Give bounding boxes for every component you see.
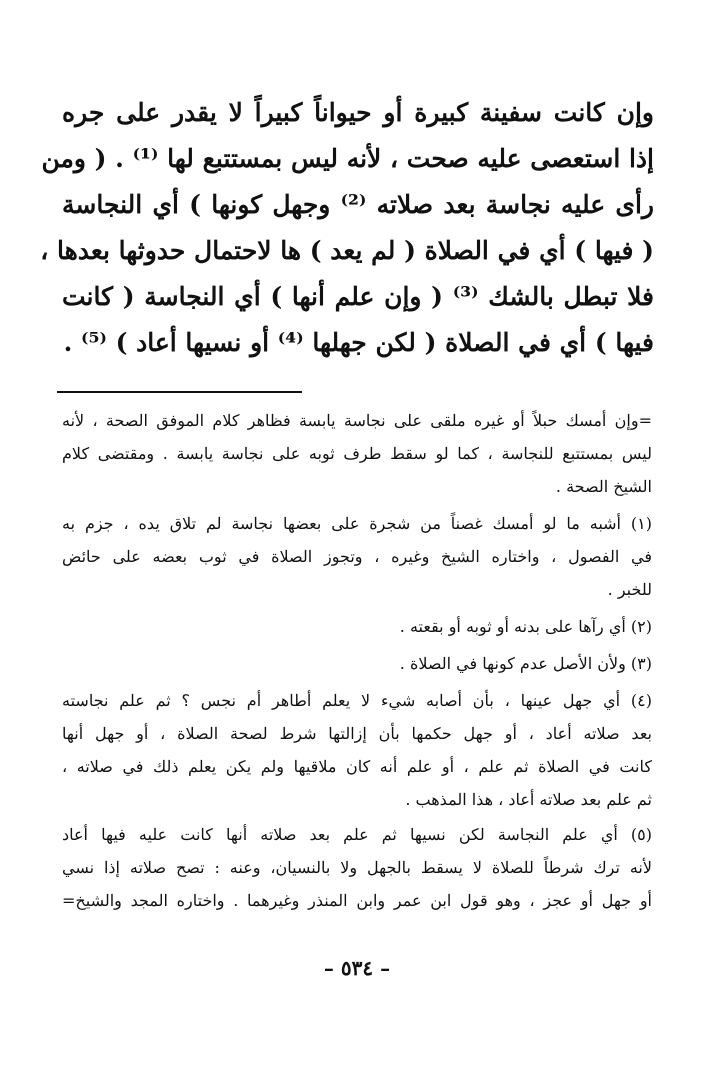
footnotes [62,404,652,917]
footnote-continuation [62,404,652,503]
footnote-separator [57,391,302,393]
footnote-line: ثم علم بعد صلاته أعاد ، هذا المذهب . [405,790,652,809]
footnote-line: كانت في الصلاة ثم علم ، أو علم أنه كان ملاقيها ولم يكن يعلم ذلك في صلاته ، [62,757,652,776]
page-number: – ٥٣٤ – [323,956,391,980]
footnote-line: أو جهل أو عجز ، وهو قول ابن عمر وابن المنذر وغيرهما . واختاره المجد والشيخ= [62,891,652,910]
footnote-5 [62,818,652,917]
footnote-line: لأنه ترك شرطاً للصلاة لا يسقط بالجهل ولا بالنسيان، وعنه : تصح صلاته إذا نسي [62,858,652,877]
footnote-line: الشيخ الصحة . [555,477,652,496]
main-text-line: فلا تبطل بالشك ⁽³⁾ ( وإن علم أنها ) أي النجاسة ( كانت [62,282,654,311]
footnote-1 [62,507,652,606]
footnote-line: في الفصول ، واختاره الشيخ وغيره ، وتجوز الصلاة في ثوب بعضه على حائض [62,547,652,566]
main-text [40,90,654,366]
footnote-line: (٤) أي جهل عينها ، بأن أصابه شيء لا يعلم أطاهر أم نجس ؟ ثم علم نجاسته [62,691,652,710]
main-text-line: رأى عليه نجاسة بعد صلاته ⁽²⁾ وجهل كونها ) أي النجاسة [62,190,654,219]
main-text-line: وإن كانت سفينة كبيرة أو حيواناً كبيراً لا يقدر على جره [62,98,654,127]
main-text-line: إذا استعصى عليه صحت ، لأنه ليس بمستتبع لها ⁽¹⁾ . ( ومن [41,144,654,173]
footnote-line: ليس بمستتبع للنجاسة ، كما لو سقط طرف ثوبه على نجاسة يابسة . ومقتضى كلام [62,444,652,463]
footnote-line: بعد صلاته أعاد ، أو جهل حكمها بأن إزالتها شرط لصحة الصلاة ، أو جهل أنها [62,724,652,743]
footnote-3 [62,647,652,680]
footnote-2 [62,610,652,643]
footnote-line: =وإن أمسك حبلاً أو غيره ملقى على نجاسة يابسة فظاهر كلام الموفق الصحة ، لأنه [62,411,652,430]
main-text-line: فيها ) أي في الصلاة ( لكن جهلها ⁽⁴⁾ أو نسيها أعاد ) ⁽⁵⁾ . [63,328,654,357]
footnote-line: (٢) أي رآها على بدنه أو ثوبه أو بقعته . [399,617,652,636]
footnote-line: (٣) ولأن الأصل عدم كونها في الصلاة . [399,654,652,673]
footnote-line: (١) أشبه ما لو أمسك غصناً من شجرة على بعضها نجاسة لم تلاق يده ، جزم به [62,514,652,533]
main-text-line: ( فيها ) أي في الصلاة ( لم يعد ) ها لاحتمال حدوثها بعدها ، [40,236,654,265]
footnote-line: للخبر . [607,580,652,599]
footnote-line: (٥) أي علم النجاسة لكن نسيها ثم علم بعد صلاته أنها كانت عليه فيها أعاد [62,825,652,844]
footnote-4 [62,684,652,816]
